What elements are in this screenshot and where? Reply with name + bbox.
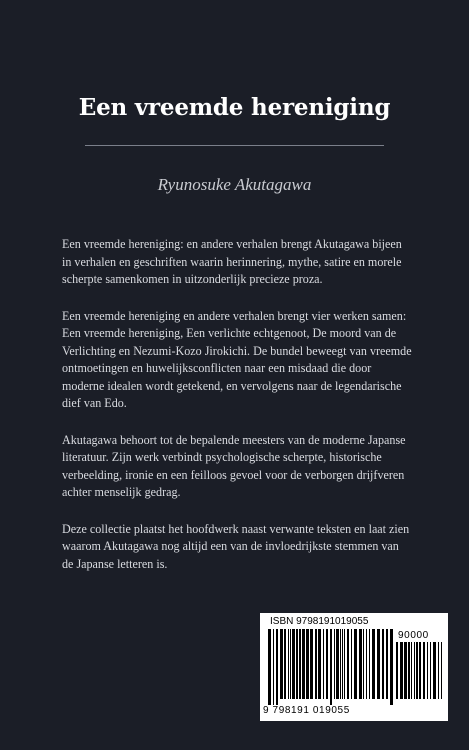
blurb-paragraph-1: Een vreemde hereniging: en andere verhalen brengt Akutagawa bijeen in verhalen en geschriften waarin herinnering, mythe, satire en morele scherpte samenkomen in uitzonderlijk precieze proza. [62,237,402,286]
barcode-bar [408,642,410,699]
barcode-bar [404,642,407,699]
barcode-bar [288,629,289,699]
addon-label: 90000 [398,630,429,641]
barcode-bar [284,629,286,699]
barcode-bar [315,629,317,699]
barcode-bar [427,642,428,699]
barcode-box [260,613,448,721]
barcode-bar [414,642,415,699]
barcode-bar [336,629,339,699]
barcode-bar [347,629,349,699]
barcode-bar [433,642,436,699]
barcode-bar [342,629,343,699]
barcode-bar [290,629,291,699]
blurb-paragraph-3: Akutagawa behoort tot de bepalende meesters van de moderne Japanse literatuur. Zijn werk verbindt psychologische scherpte, historische verbeelding, ironie en een feilloos gevoel voor de verborgen drijfveren achter menselijk gedrag. [62,432,406,499]
barcode-bar [306,629,309,699]
isbn-label: ISBN 9798191019055 [270,616,369,627]
barcode-bar [363,629,364,699]
barcode-bar [369,629,370,699]
barcode-bar [340,629,341,699]
barcode-bar [419,642,421,699]
barcode-bar [396,642,398,699]
barcode-bar [310,629,313,699]
barcode-bar [366,629,367,699]
barcode-bar [292,629,295,699]
barcode-bar [323,629,324,699]
barcode-bar [372,629,375,699]
title-divider [85,145,384,146]
author-name: Ryunosuke Akutagawa [157,175,312,194]
book-title: Een vreemde hereniging [78,94,391,121]
barcode-bar [377,629,380,699]
blurb [62,236,412,592]
barcode-digits: 9 798191 019055 [263,705,350,716]
barcode-bar [438,642,439,699]
blurb-paragraph-2: Een vreemde hereniging en andere verhalen brengt vier werken samen: Een vreemde hereniging, Een verlichte echtgenoot, De moord van de Verlichting en Nezumi-Kozo Jirokichi. De bundel beweegt van vreemde ontmoetingen en huwelijksconflicten naar een misdaad die door moderne idealen wordt getekend, en vervolgens naar de legendarische dief van Edo. [62,308,412,410]
barcode-bar [386,629,388,699]
barcode-bar [411,642,412,699]
barcode-bar [330,629,332,705]
barcode-bar [268,629,271,705]
barcode-bar [382,629,384,699]
barcode-bar [441,642,442,699]
blurb-paragraph-4: Deze collectie plaatst het hoofdwerk naast verwante teksten en laat zien waarom Akutagawa nog altijd een van de invloedrijkste stemmen van de Japanse letteren is. [62,521,410,571]
ean-barcode [268,629,394,705]
barcode-bar [273,629,274,705]
barcode-bar [326,629,328,699]
barcode-bar [359,629,362,699]
addon-barcode [396,642,444,705]
barcode-bar [334,629,335,699]
barcode-bar [354,629,357,699]
barcode-bar [296,629,298,699]
barcode-bar [400,642,403,699]
barcode-bar [299,629,301,699]
barcode-bar [344,629,345,699]
barcode-bar [302,629,305,699]
barcode-bar [276,629,278,705]
barcode-bar [430,642,431,699]
barcode-bar [351,629,352,699]
barcode-bar [280,629,283,699]
barcode-bar [416,642,418,699]
barcode-bar [318,629,321,699]
barcode-bar [390,629,393,705]
barcode-bar [423,642,425,699]
